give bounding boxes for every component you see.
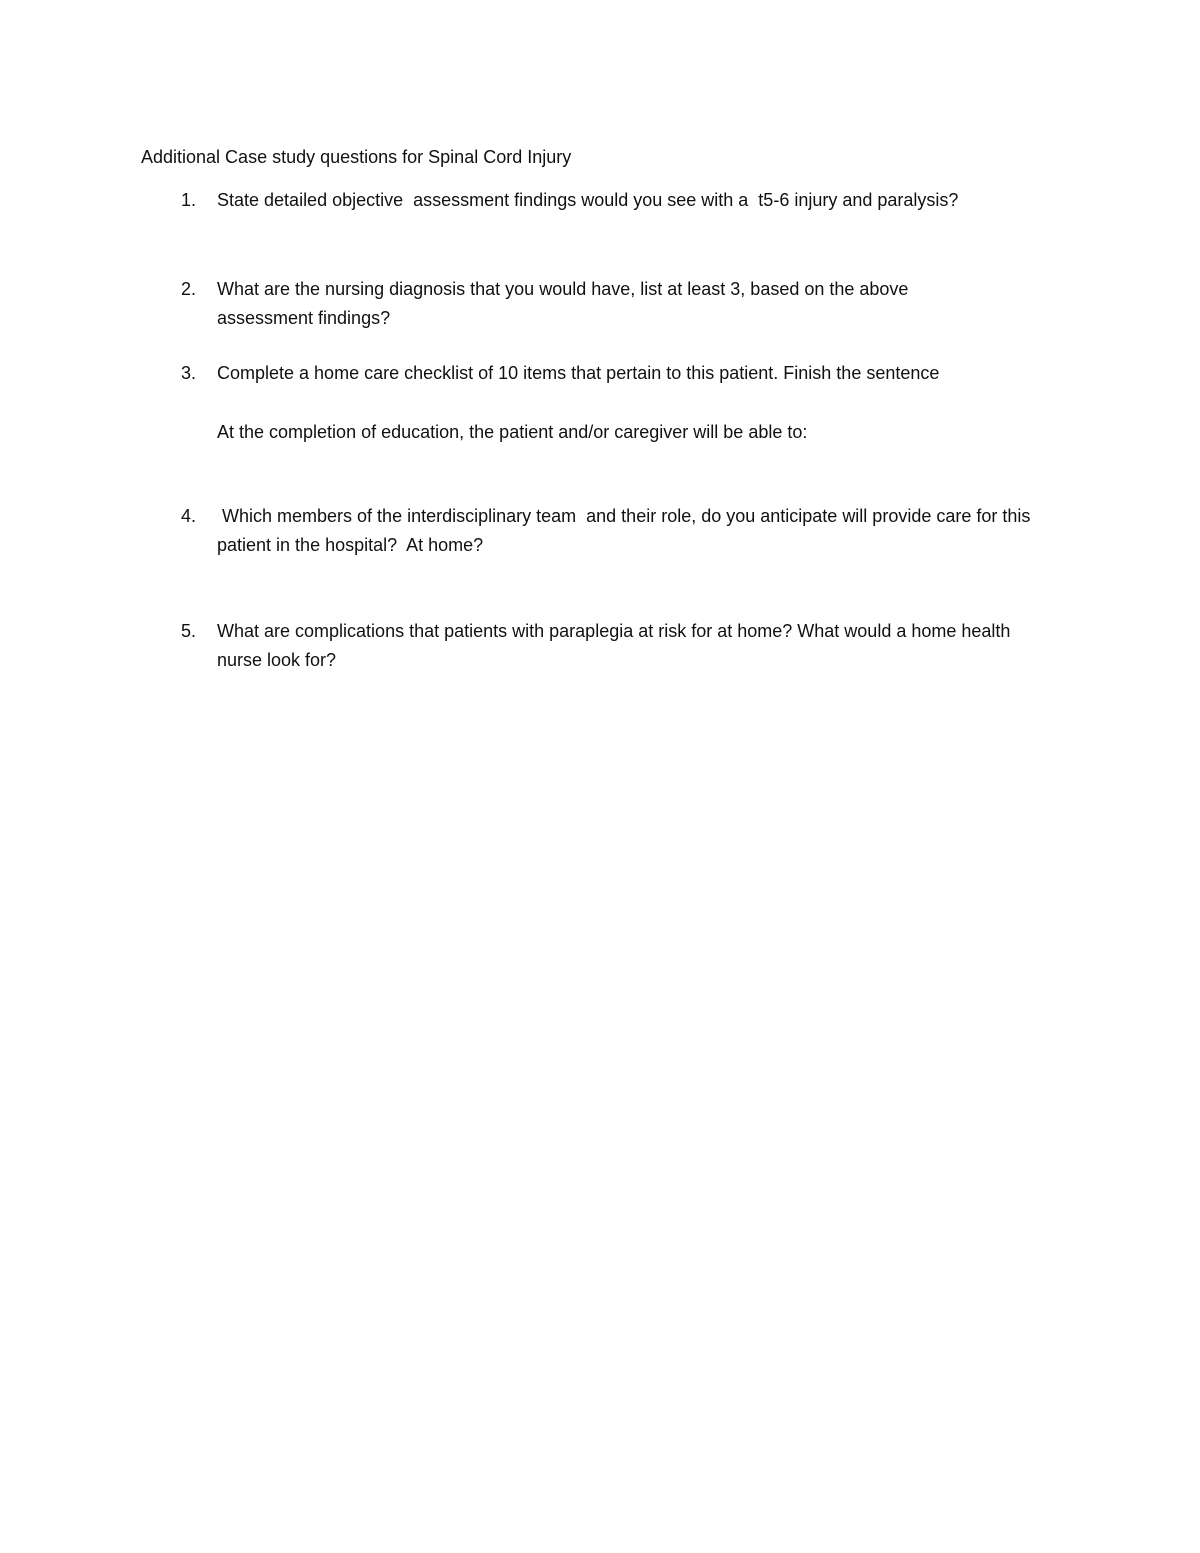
question-number: 4. — [181, 506, 197, 526]
question-text: Complete a home care checklist of 10 items that pertain to this patient. Finish the sentence — [217, 363, 940, 383]
question-3 — [181, 359, 1081, 447]
question-2 — [181, 275, 1081, 333]
question-text: What are the nursing diagnosis that you would have, list at least 3, based on the above assessment findings? — [217, 279, 909, 328]
question-1 — [181, 186, 1081, 215]
document-title: Additional Case study questions for Spinal Cord Injury — [141, 147, 572, 167]
question-number: 1. — [181, 190, 197, 210]
question-text: State detailed objective assessment findings would you see with a t5-6 injury and paralysis? — [217, 190, 959, 210]
question-5 — [181, 617, 1081, 675]
question-subtext: At the completion of education, the patient and/or caregiver will be able to: — [217, 422, 808, 442]
question-number: 3. — [181, 363, 197, 383]
question-number: 2. — [181, 279, 197, 299]
question-text: What are complications that patients with paraplegia at risk for at home? What would a home health nurse look for? — [217, 621, 1011, 670]
question-number: 5. — [181, 621, 197, 641]
question-4 — [181, 502, 1081, 560]
question-text: Which members of the interdisciplinary team and their role, do you anticipate will provide care for this patient in the hospital? At home? — [217, 506, 1036, 555]
